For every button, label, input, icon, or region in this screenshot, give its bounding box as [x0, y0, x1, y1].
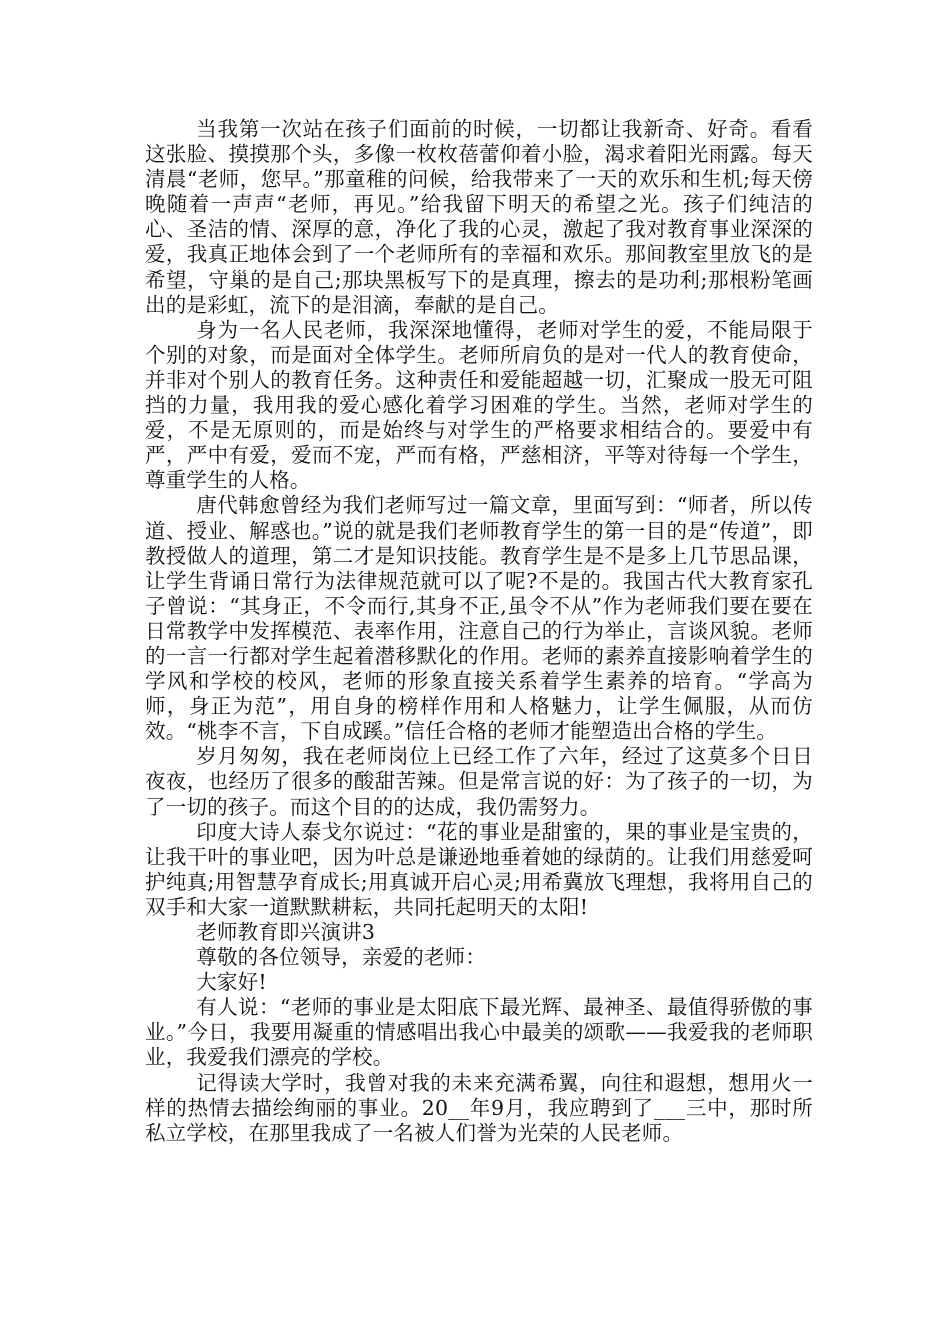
paragraph: 唐代韩愈曾经为我们老师写过一篇文章，里面写到：“师者，所以传道、授业、解惑也。”说的就是我们老师教育学生的第一目的是“传道”，即教授做人的道理，第二才是知识技能。教育学生是不是多上几节思品课，让学生背诵日常行为法律规范就可以了呢?不是的。我国古代大教育家孔子曾说：“其身正，不令而行,其身不正,虽令不从”作为老师我们要在要在日常教学中发挥模范、表率作用，注意自己的行为举止，言谈风貌。老师的一言一行都对学生起着潜移默化的作用。老师的素养直接影响着学生的学风和学校的校风，老师的形象直接关系着学生素养的培育。“学高为师，身正为范”，用自身的榜样作用和人格魅力，让学生佩服，从而仿效。“桃李不言，下自成蹊。”信任合格的老师才能塑造出合格的学生。 [145, 493, 813, 744]
paragraph: 身为一名人民老师，我深深地懂得，老师对学生的爱，不能局限于个别的对象，而是面对全体学生。老师所肩负的是对一代人的教育使命，并非对个别人的教育任务。这种责任和爱能超越一切，汇聚成一股无可阻挡的力量，我用我的爱心感化着学习困难的学生。当然，老师对学生的爱，不是无原则的，而是始终与对学生的严格要求相结合的。要爱中有严，严中有爱，爱而不宠，严而有格，严慈相济，平等对待每一个学生，尊重学生的人格。 [145, 317, 813, 493]
greeting: 大家好! [196, 970, 267, 995]
section-title: 老师教育即兴演讲3 [196, 920, 376, 944]
paragraph: 岁月匆匆，我在老师岗位上已经工作了六年，经过了这莫多个日日夜夜，也经历了很多的酸甜苦辣。但是常言说的好：为了孩子的一切，为了一切的孩子。而这个目的的达成，我仍需努力。 [145, 744, 813, 819]
paragraph: 记得读大学时，我曾对我的未来充满希翼，向往和遐想，想用火一样的热情去描绘绚丽的事业。20__年9月，我应聘到了___三中，那时所私立学校，在那里我成了一名被人们誉为光荣的人民老师。 [145, 1070, 813, 1145]
paragraph: 印度大诗人泰戈尔说过：“花的事业是甜蜜的，果的事业是宝贵的，让我干叶的事业吧，因为叶总是谦逊地垂着她的绿荫的。让我们用慈爱呵护纯真;用智慧孕育成长;用真诚开启心灵;用希冀放飞理想，我将用自己的双手和大家一道默默耕耘，共同托起明天的太阳! [145, 819, 813, 919]
paragraph: 当我第一次站在孩子们面前的时候，一切都让我新奇、好奇。看看这张脸、摸摸那个头，多像一枚枚蓓蕾仰着小脸，渴求着阳光雨露。每天清晨“老师，您早。”那童稚的问候，给我带来了一天的欢乐和生机;每天傍晚随着一声声“老师，再见。”给我留下明天的希望之光。孩子们纯洁的心、圣洁的情、深厚的意，净化了我的心灵，激起了我对教育事业深深的爱，我真正地体会到了一个老师所有的幸福和欢乐。那间教室里放飞的是希望，守巢的是自己;那块黑板写下的是真理，擦去的是功利;那根粉笔画出的是彩虹，流下的是泪滴，奉献的是自己。 [145, 117, 813, 317]
paragraph: 有人说：“老师的事业是太阳底下最光辉、最神圣、最值得骄傲的事业。”今日，我要用凝重的情感唱出我心中最美的颂歌——我爱我的老师职业，我爱我们漂亮的学校。 [145, 995, 813, 1070]
salutation: 尊敬的各位领导，亲爱的老师： [196, 945, 487, 970]
document-body [145, 117, 813, 1146]
